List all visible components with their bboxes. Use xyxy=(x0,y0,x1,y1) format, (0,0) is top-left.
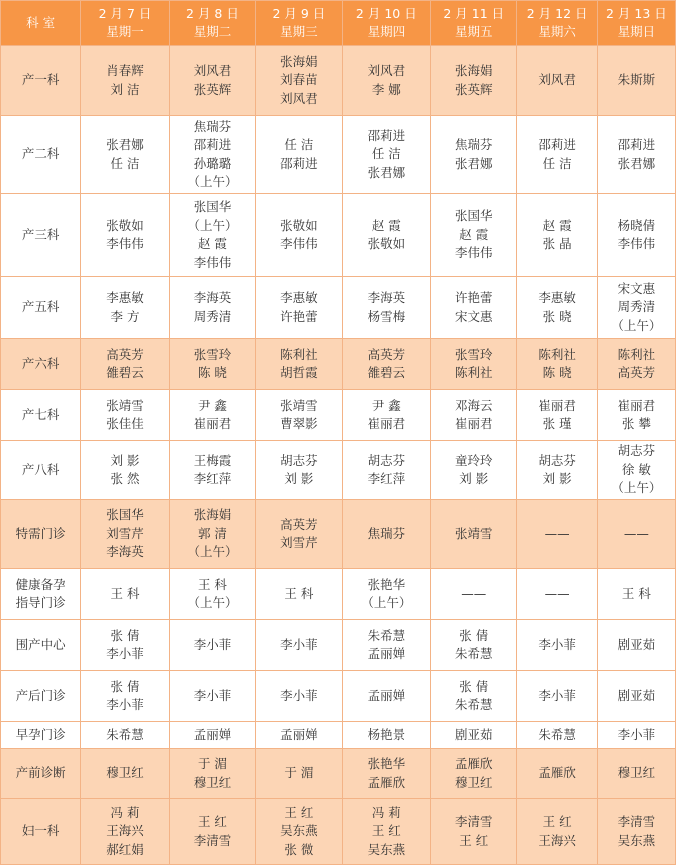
duty-cell: 王 红 吴东燕 张 微 xyxy=(256,799,342,865)
table-row xyxy=(1,671,676,722)
duty-cell: —— xyxy=(431,569,517,620)
table-row xyxy=(1,277,676,339)
duty-cell: 胡志芬 刘 影 xyxy=(517,441,597,500)
duty-cell: 陈利社 高英芳 xyxy=(597,339,675,390)
duty-cell: 高英芳 刘雪芹 xyxy=(256,500,342,569)
duty-cell: 张雪玲 陈 晓 xyxy=(169,339,255,390)
duty-cell: 邵莉进 张君娜 xyxy=(597,116,675,194)
duty-cell: 孟雁欣 xyxy=(517,749,597,799)
duty-cell: —— xyxy=(597,500,675,569)
table-row xyxy=(1,390,676,441)
duty-cell: 王 科 xyxy=(81,569,169,620)
duty-cell: —— xyxy=(517,569,597,620)
duty-cell: 剧亚茹 xyxy=(431,722,517,749)
duty-cell: 杨晓倩 李伟伟 xyxy=(597,194,675,277)
duty-cell: 李小菲 xyxy=(517,620,597,671)
table-row xyxy=(1,339,676,390)
duty-cell: 宋文惠 周秀清 （上午） xyxy=(597,277,675,339)
duty-cell: 王 红 李清雪 xyxy=(169,799,255,865)
duty-cell: 李小菲 xyxy=(597,722,675,749)
day-weekday: 星期六 xyxy=(538,24,576,39)
duty-cell: 孟丽婵 xyxy=(169,722,255,749)
duty-cell: 王 科 （上午） xyxy=(169,569,255,620)
day-header xyxy=(342,1,430,46)
day-weekday: 星期五 xyxy=(455,24,493,39)
duty-cell: 许艳蕾 宋文惠 xyxy=(431,277,517,339)
day-weekday: 星期二 xyxy=(193,24,232,39)
table-row xyxy=(1,116,676,194)
duty-cell: 王 科 xyxy=(256,569,342,620)
duty-cell: 胡志芬 徐 敏 （上午） xyxy=(597,441,675,500)
duty-cell: 李惠敏 许艳蕾 xyxy=(256,277,342,339)
duty-cell: 王 红 王海兴 xyxy=(517,799,597,865)
dept-header: 科 室 xyxy=(1,1,81,46)
duty-cell: 赵 霞 张 晶 xyxy=(517,194,597,277)
dept-cell: 早孕门诊 xyxy=(1,722,81,749)
duty-cell: 张海娟 张英辉 xyxy=(431,46,517,116)
table-row xyxy=(1,569,676,620)
day-weekday: 星期三 xyxy=(280,24,318,39)
day-header xyxy=(256,1,342,46)
duty-cell: 刘 影 张 然 xyxy=(81,441,169,500)
day-header xyxy=(169,1,255,46)
day-date: 2 月 13 日 xyxy=(605,6,667,21)
duty-cell: 王梅霞 李红萍 xyxy=(169,441,255,500)
table-row xyxy=(1,749,676,799)
duty-cell: 胡志芬 刘 影 xyxy=(256,441,342,500)
duty-cell: 朱希慧 xyxy=(81,722,169,749)
duty-cell: 陈利社 陈 晓 xyxy=(517,339,597,390)
duty-cell: 李惠敏 张 晓 xyxy=(517,277,597,339)
duty-cell: 高英芳 雒碧云 xyxy=(342,339,430,390)
duty-cell: 张国华 刘雪芹 李海英 xyxy=(81,500,169,569)
duty-cell: 杨艳景 xyxy=(342,722,430,749)
duty-cell: 焦瑞芬 邵莉进 孙璐璐 （上午） xyxy=(169,116,255,194)
duty-cell: 李小菲 xyxy=(169,620,255,671)
duty-cell: 冯 莉 王海兴 郝红娟 xyxy=(81,799,169,865)
duty-cell: 崔丽君 张 攀 xyxy=(597,390,675,441)
duty-cell: 孟丽婵 xyxy=(342,671,430,722)
duty-cell: 张海娟 郭 清 （上午） xyxy=(169,500,255,569)
duty-cell: 张国华 （上午） 赵 霞 李伟伟 xyxy=(169,194,255,277)
dept-cell: 妇一科 xyxy=(1,799,81,865)
duty-cell: 张国华 赵 霞 李伟伟 xyxy=(431,194,517,277)
dept-cell: 产后门诊 xyxy=(1,671,81,722)
duty-cell: 于 湄 xyxy=(256,749,342,799)
table-row xyxy=(1,194,676,277)
dept-cell: 特需门诊 xyxy=(1,500,81,569)
duty-cell: 穆卫红 xyxy=(81,749,169,799)
dept-cell: 产八科 xyxy=(1,441,81,500)
duty-cell: 肖春辉 刘 洁 xyxy=(81,46,169,116)
duty-cell: 李惠敏 李 方 xyxy=(81,277,169,339)
day-weekday: 星期日 xyxy=(617,24,656,39)
duty-cell: 朱希慧 xyxy=(517,722,597,749)
duty-cell: 刘风君 xyxy=(517,46,597,116)
duty-cell: 张 倩 朱希慧 xyxy=(431,620,517,671)
table-row xyxy=(1,500,676,569)
day-weekday: 星期四 xyxy=(367,24,406,39)
day-date: 2 月 9 日 xyxy=(272,6,326,21)
duty-cell: 李小菲 xyxy=(517,671,597,722)
dept-cell: 产六科 xyxy=(1,339,81,390)
table-row xyxy=(1,441,676,500)
day-weekday: 星期一 xyxy=(106,24,144,39)
duty-cell: 邵莉进 任 洁 张君娜 xyxy=(342,116,430,194)
dept-cell: 产三科 xyxy=(1,194,81,277)
duty-cell: 焦瑞芬 张君娜 xyxy=(431,116,517,194)
duty-cell: 冯 莉 王 红 吴东燕 xyxy=(342,799,430,865)
duty-cell: 穆卫红 xyxy=(597,749,675,799)
day-date: 2 月 8 日 xyxy=(186,6,239,21)
duty-cell: 朱希慧 孟丽婵 xyxy=(342,620,430,671)
dept-cell: 产一科 xyxy=(1,46,81,116)
duty-cell: 张敬如 李伟伟 xyxy=(256,194,342,277)
duty-cell: 张艳华 孟雁欣 xyxy=(342,749,430,799)
duty-cell: 李海英 周秀清 xyxy=(169,277,255,339)
duty-cell: 李小菲 xyxy=(256,620,342,671)
duty-cell: 张靖雪 张佳佳 xyxy=(81,390,169,441)
dept-cell: 围产中心 xyxy=(1,620,81,671)
table-row xyxy=(1,799,676,865)
duty-cell: 任 洁 邵莉进 xyxy=(256,116,342,194)
duty-cell: 胡志芬 李红萍 xyxy=(342,441,430,500)
duty-cell: 李清雪 王 红 xyxy=(431,799,517,865)
duty-cell: 赵 霞 张敬如 xyxy=(342,194,430,277)
duty-cell: 李小菲 xyxy=(256,671,342,722)
duty-cell: 高英芳 雒碧云 xyxy=(81,339,169,390)
day-header xyxy=(431,1,517,46)
day-header xyxy=(597,1,675,46)
duty-cell: 张靖雪 xyxy=(431,500,517,569)
duty-cell: 李小菲 xyxy=(169,671,255,722)
duty-cell: 刘风君 李 娜 xyxy=(342,46,430,116)
duty-cell: 张 倩 李小菲 xyxy=(81,671,169,722)
dept-cell: 产五科 xyxy=(1,277,81,339)
duty-cell: 张 倩 朱希慧 xyxy=(431,671,517,722)
duty-cell: 张君娜 任 洁 xyxy=(81,116,169,194)
duty-cell: 张 倩 李小菲 xyxy=(81,620,169,671)
day-date: 2 月 12 日 xyxy=(526,6,588,21)
duty-cell: 刘风君 张英辉 xyxy=(169,46,255,116)
duty-cell: 邓海云 崔丽君 xyxy=(431,390,517,441)
duty-cell: 张艳华 （上午） xyxy=(342,569,430,620)
day-header xyxy=(81,1,169,46)
duty-cell: 剧亚茹 xyxy=(597,620,675,671)
day-date: 2 月 7 日 xyxy=(98,6,152,21)
duty-cell: 李海英 杨雪梅 xyxy=(342,277,430,339)
duty-cell: 崔丽君 张 瑾 xyxy=(517,390,597,441)
duty-cell: —— xyxy=(517,500,597,569)
table-row xyxy=(1,722,676,749)
duty-cell: 李清雪 吴东燕 xyxy=(597,799,675,865)
duty-cell: 剧亚茹 xyxy=(597,671,675,722)
dept-cell: 健康备孕 指导门诊 xyxy=(1,569,81,620)
day-header xyxy=(517,1,597,46)
duty-cell: 尹 鑫 崔丽君 xyxy=(169,390,255,441)
duty-cell: 张敬如 李伟伟 xyxy=(81,194,169,277)
duty-cell: 张海娟 刘春苗 刘风君 xyxy=(256,46,342,116)
dept-cell: 产前诊断 xyxy=(1,749,81,799)
duty-cell: 陈利社 胡哲霞 xyxy=(256,339,342,390)
duty-cell: 孟雁欣 穆卫红 xyxy=(431,749,517,799)
day-date: 2 月 11 日 xyxy=(443,6,505,21)
table-row xyxy=(1,46,676,116)
dept-cell: 产二科 xyxy=(1,116,81,194)
duty-cell: 王 科 xyxy=(597,569,675,620)
duty-cell: 童玲玲 刘 影 xyxy=(431,441,517,500)
duty-cell: 尹 鑫 崔丽君 xyxy=(342,390,430,441)
duty-cell: 于 湄 穆卫红 xyxy=(169,749,255,799)
duty-cell: 焦瑞芬 xyxy=(342,500,430,569)
dept-cell: 产七科 xyxy=(1,390,81,441)
duty-cell: 邵莉进 任 洁 xyxy=(517,116,597,194)
duty-cell: 张靖雪 曹翠影 xyxy=(256,390,342,441)
day-date: 2 月 10 日 xyxy=(355,6,417,21)
duty-cell: 孟丽婵 xyxy=(256,722,342,749)
table-row xyxy=(1,620,676,671)
duty-cell: 张雪玲 陈利社 xyxy=(431,339,517,390)
header-row xyxy=(1,1,676,46)
duty-cell: 朱斯斯 xyxy=(597,46,675,116)
